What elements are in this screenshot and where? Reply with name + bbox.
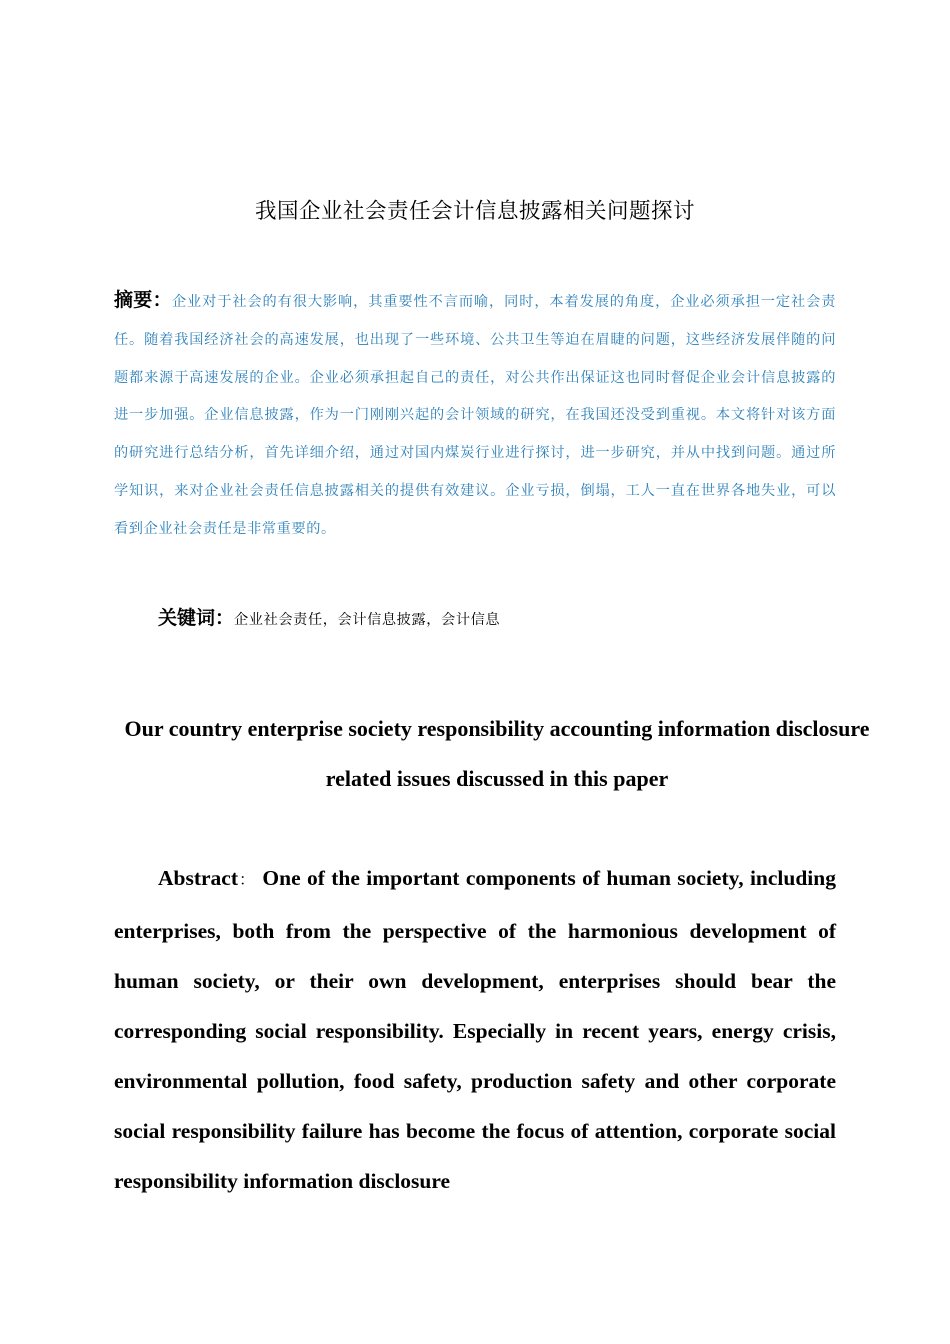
chinese-abstract bbox=[114, 282, 836, 549]
english-abstract-text: One of the important components of human society, including enterprises, both from the perspective of the harmonious development of human society, or their own development, enterprises should bear the corresponding social responsibility. Especially in recent years, energy crisis, environmental pollution, food safety, production safety and other corporate social responsibility failure has become the focus of attention, corporate social responsibility information disclosure bbox=[114, 866, 836, 1193]
keywords-text: 企业社会责任，会计信息披露，会计信息 bbox=[234, 612, 501, 628]
english-abstract-label: Abstract bbox=[158, 866, 239, 890]
keywords-label: 关键词： bbox=[158, 607, 235, 629]
english-title: Our country enterprise society responsibility accounting information disclosure related issues discussed in this paper bbox=[124, 716, 870, 791]
chinese-abstract-text: 企业对于社会的有很大影响，其重要性不言而喻，同时，本着发展的角度，企业必须承担一定社会责任。随着我国经济社会的高速发展，也出现了一些环境、公共卫生等迫在眉睫的问题，这些经济发展伴随的问题都来源于高速发展的企业。企业必须承担起自己的责任，对公共作出保证这也同时督促企业会计信息披露的进一步加强。企业信息披露，作为一门刚刚兴起的会计领域的研究，在我国还没受到重视。本文将针对该方面的研究进行总结分析，首先详细介绍，通过对国内煤炭行业进行探讨，进一步研究，并从中找到问题。通过所学知识，来对企业社会责任信息披露相关的提供有效建议。企业亏损，倒塌，工人一直在世界各地失业，可以看到企业社会责任是非常重要的。 bbox=[114, 294, 836, 537]
chinese-title: 我国企业社会责任会计信息披露相关问题探讨 bbox=[254, 199, 695, 224]
chinese-abstract-label: 摘要： bbox=[114, 289, 172, 311]
english-abstract bbox=[114, 853, 836, 1206]
english-abstract-colon: ： bbox=[238, 872, 257, 889]
keywords-line bbox=[158, 600, 836, 639]
